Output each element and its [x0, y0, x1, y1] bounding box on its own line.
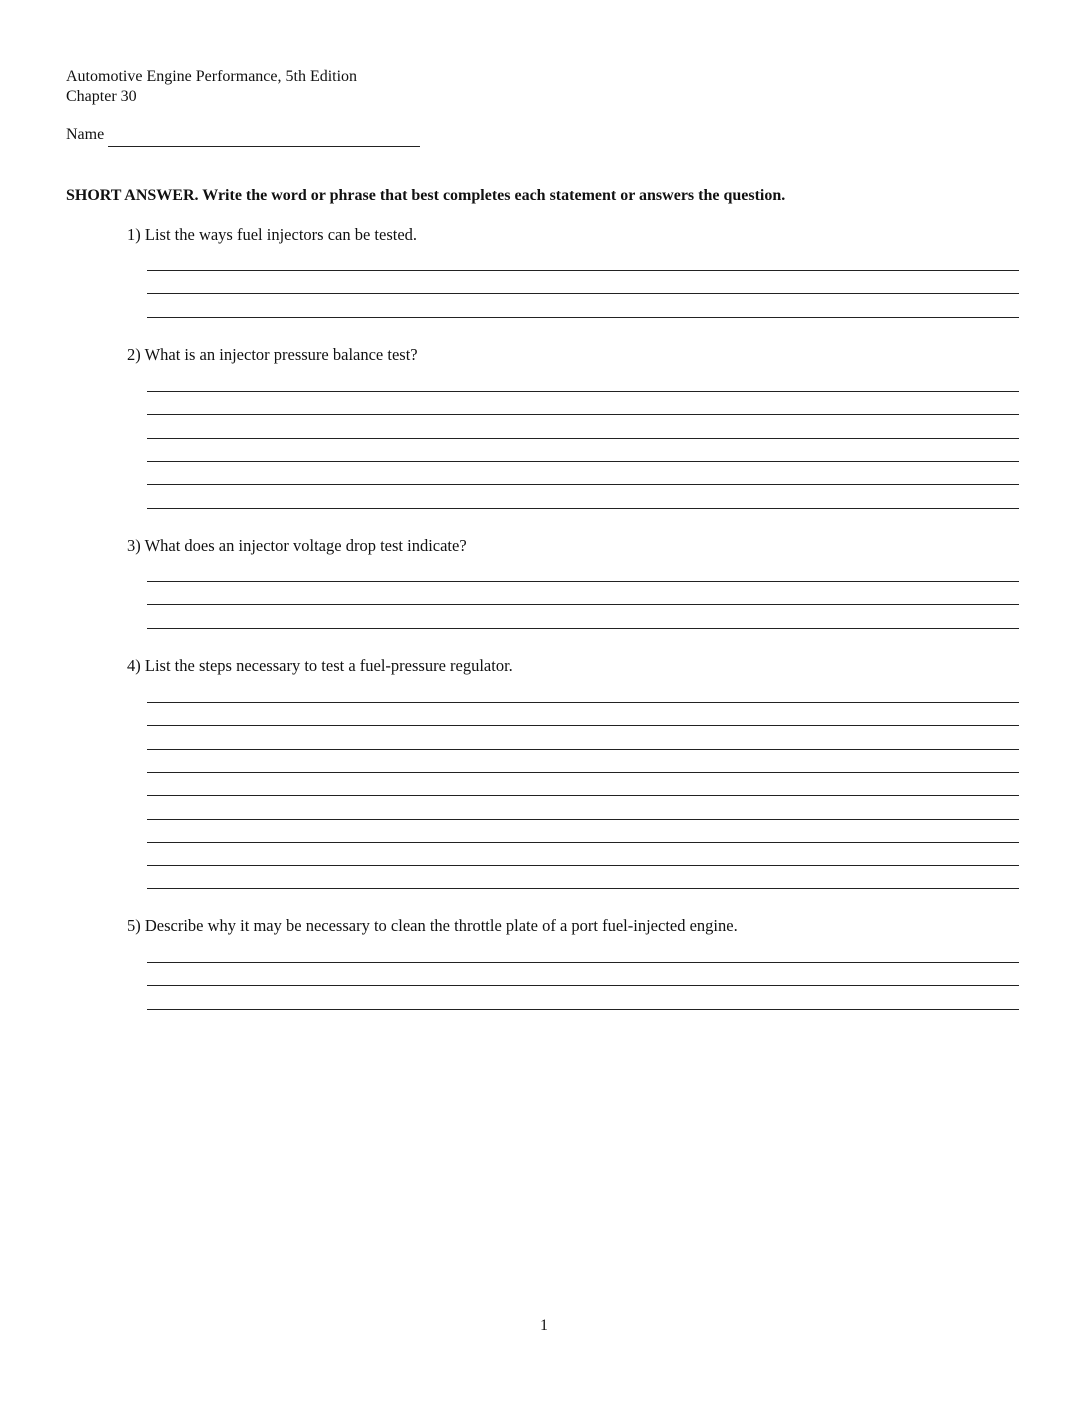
- answer-line-q3[interactable]: [147, 604, 1019, 605]
- answer-line-q1[interactable]: [147, 293, 1019, 294]
- answer-line-q5[interactable]: [147, 962, 1019, 963]
- answer-line-q5[interactable]: [147, 985, 1019, 986]
- question-5: 5) Describe why it may be necessary to clean the throttle plate of a port fuel-injected engine.: [127, 916, 738, 935]
- answer-line-q4[interactable]: [147, 819, 1019, 820]
- section-instructions: SHORT ANSWER. Write the word or phrase that best completes each statement or answers the question.: [66, 187, 786, 204]
- answer-line-q1[interactable]: [147, 317, 1019, 318]
- question-3: 3) What does an injector voltage drop test indicate?: [127, 536, 467, 555]
- answer-line-q2[interactable]: [147, 508, 1019, 509]
- question-1: 1) List the ways fuel injectors can be tested.: [127, 225, 418, 244]
- answer-line-q4[interactable]: [147, 795, 1019, 796]
- answer-line-q2[interactable]: [147, 414, 1019, 415]
- chapter-title: Chapter 30: [66, 88, 137, 105]
- answer-line-q4[interactable]: [147, 725, 1019, 726]
- answer-line-q5[interactable]: [147, 1009, 1019, 1010]
- answer-line-q4[interactable]: [147, 842, 1019, 843]
- answer-line-q1[interactable]: [147, 270, 1019, 271]
- answer-line-q2[interactable]: [147, 461, 1019, 462]
- answer-line-q3[interactable]: [147, 628, 1019, 629]
- page-number: 1: [540, 1317, 548, 1334]
- question-2: 2) What is an injector pressure balance test?: [127, 345, 418, 364]
- answer-line-q4[interactable]: [147, 888, 1019, 889]
- answer-line-q3[interactable]: [147, 581, 1019, 582]
- name-label: Name: [66, 126, 105, 143]
- answer-line-q2[interactable]: [147, 391, 1019, 392]
- answer-line-q2[interactable]: [147, 484, 1019, 485]
- course-title: Automotive Engine Performance, 5th Edition: [66, 68, 358, 85]
- question-4: 4) List the steps necessary to test a fuel-pressure regulator.: [127, 656, 513, 675]
- answer-line-q4[interactable]: [147, 865, 1019, 866]
- answer-line-q4[interactable]: [147, 772, 1019, 773]
- name-field-line[interactable]: [108, 146, 420, 147]
- answer-line-q4[interactable]: [147, 702, 1019, 703]
- answer-line-q4[interactable]: [147, 749, 1019, 750]
- answer-line-q2[interactable]: [147, 438, 1019, 439]
